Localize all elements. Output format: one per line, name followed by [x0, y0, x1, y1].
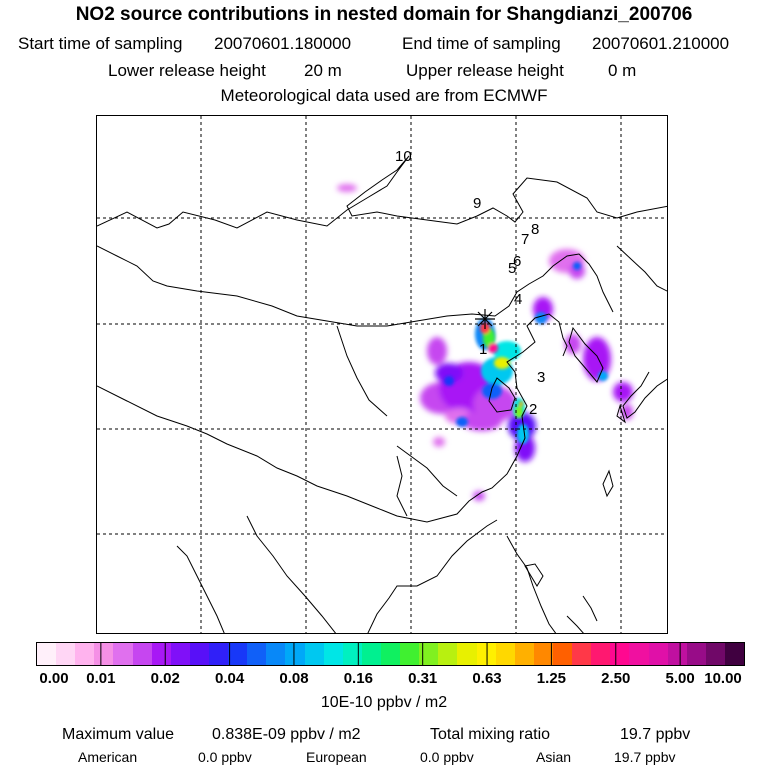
color-scale-tick-label: 0.08 — [279, 670, 309, 687]
lat-lon-grid — [97, 116, 668, 634]
color-scale-tick-label: 1.25 — [536, 670, 567, 687]
region-label-10: 10 — [395, 148, 412, 165]
start-time-value: 20070601.180000 — [214, 34, 352, 53]
upper-height-value: 0 m — [608, 61, 637, 80]
color-scale-dividers — [36, 642, 746, 668]
color-scale — [36, 642, 746, 690]
color-scale-tick-label: 0.00 — [39, 670, 69, 687]
region-label-4: 4 — [514, 291, 523, 308]
end-time-label: End time of sampling — [402, 34, 561, 53]
color-scale-tick-label: 5.00 — [665, 670, 695, 687]
region-label-2: 2 — [529, 401, 538, 418]
upper-height-label: Upper release height — [406, 61, 564, 80]
region-label-6: 6 — [513, 253, 522, 270]
european-value: 0.0 ppbv — [420, 749, 474, 765]
region-label-9: 9 — [473, 195, 482, 212]
asian-label: Asian — [536, 749, 572, 765]
start-time-label: Start time of sampling — [18, 34, 183, 53]
max-value: 0.838E-09 ppbv / m2 — [212, 726, 361, 743]
met-data-note: Meteorological data used are from ECMWF — [220, 86, 548, 105]
color-scale-tick-label: 0.31 — [408, 670, 438, 687]
plot-title: NO2 source contributions in nested domain for Shangdianzi_200706 — [75, 4, 693, 25]
region-label-3: 3 — [537, 369, 546, 386]
color-scale-tick-label: 0.01 — [86, 670, 116, 687]
region-label-8: 8 — [531, 221, 540, 238]
color-scale-tick-label: 0.16 — [343, 670, 373, 687]
station-star-marker — [475, 309, 495, 329]
region-label-1: 1 — [479, 341, 488, 358]
color-scale-tick-label: 0.02 — [150, 670, 180, 687]
map-panel — [96, 115, 668, 634]
color-scale-tick-label: 0.04 — [214, 670, 245, 687]
color-scale-units: 10E-10 ppbv / m2 — [320, 694, 448, 711]
color-scale-tick-label: 10.00 — [704, 670, 742, 687]
lower-height-value: 20 m — [304, 61, 342, 80]
max-value-label: Maximum value — [62, 726, 175, 743]
american-label: American — [78, 749, 138, 765]
american-value: 0.0 ppbv — [198, 749, 252, 765]
color-scale-tick-label: 0.63 — [472, 670, 502, 687]
color-scale-tick-label: 2.50 — [601, 670, 631, 687]
end-time-value: 20070601.210000 — [592, 34, 730, 53]
european-label: European — [306, 749, 367, 765]
coastlines-and-borders — [97, 156, 668, 634]
lower-height-label: Lower release height — [108, 61, 266, 80]
total-mixing-label: Total mixing ratio — [430, 726, 551, 743]
region-label-7: 7 — [521, 231, 530, 248]
region-label-5: 5 — [508, 260, 517, 277]
asian-value: 19.7 ppbv — [614, 749, 676, 765]
total-mixing-value: 19.7 ppbv — [620, 726, 691, 743]
map-canvas — [97, 116, 668, 634]
